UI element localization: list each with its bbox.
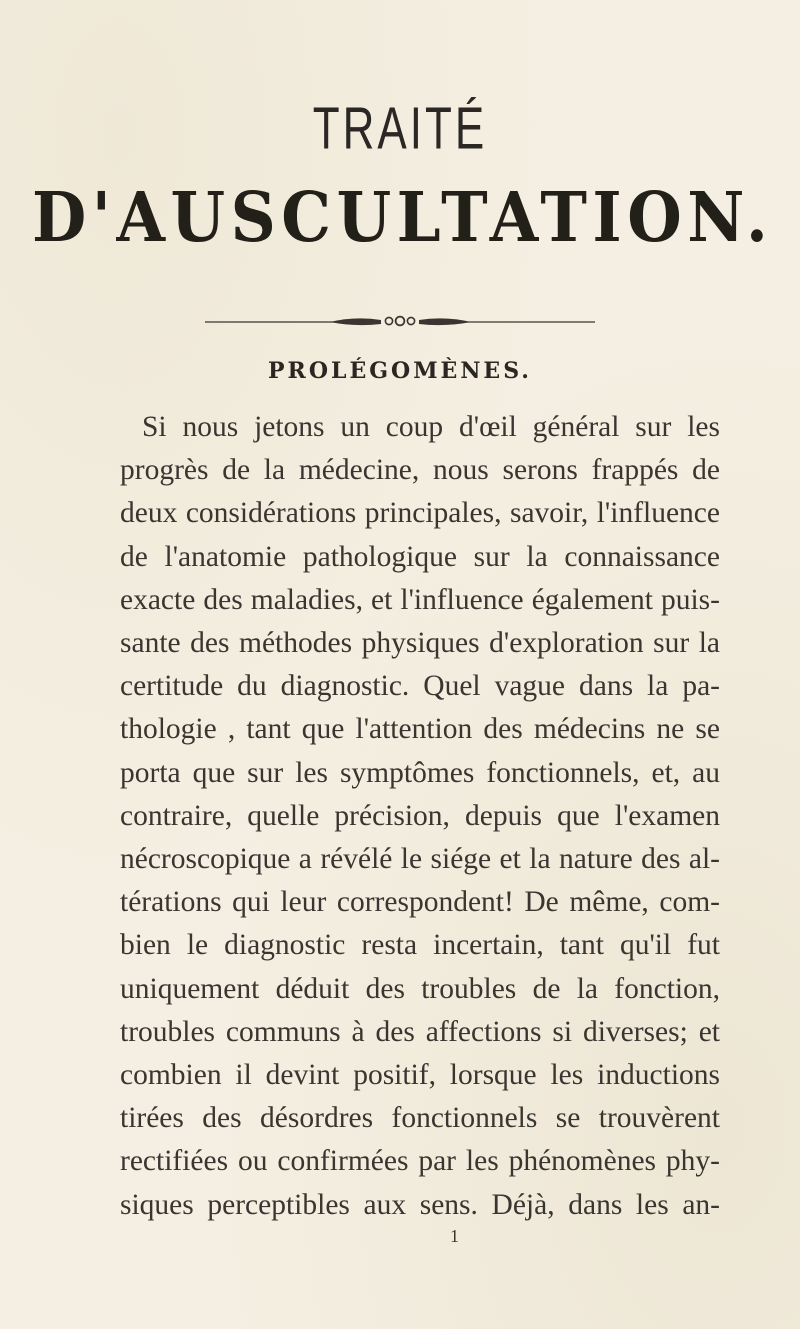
text-line: uniquement déduit des troubles de la fonction, — [120, 972, 720, 1005]
text-line: troubles communs à des affections si diverses; et — [120, 1015, 720, 1048]
text-line: combien il devint positif, lorsque les inductions — [120, 1059, 720, 1092]
text-line: thologie , tant que l'attention des médecins ne se — [120, 713, 720, 746]
text-line: bien le diagnostic resta incertain, tant qu'il fut — [120, 929, 720, 962]
section-heading: PROLÉGOMÈNES. — [268, 358, 532, 384]
text-line: tirées des désordres fonctionnels se trouvèrent — [120, 1102, 720, 1135]
text-line: rectifiées ou confirmées par les phénomènes phy- — [120, 1145, 720, 1178]
title-line-auscultation: D'AUSCULTATION. — [32, 178, 774, 258]
page-number: 1 — [450, 1226, 459, 1246]
text-line: térations qui leur correspondent! De même, com- — [120, 886, 720, 919]
text-line: exacte des maladies, et l'influence également puis- — [120, 583, 720, 616]
text-line: de l'anatomie pathologique sur la connaissance — [120, 540, 720, 573]
text-line: contraire, quelle précision, depuis que l'examen — [120, 799, 720, 832]
text-line: nécroscopique a révélé le siége et la nature des al- — [120, 843, 720, 876]
title-line-traite: TRAITÉ — [312, 96, 488, 163]
text-line: siques perceptibles aux sens. Déjà, dans les an- — [120, 1188, 720, 1221]
text-line: Si nous jetons un coup d'œil général sur les — [142, 411, 720, 443]
ornament-divider-icon — [205, 308, 595, 332]
text-line: porta que sur les symptômes fonctionnels, et, au — [120, 756, 720, 789]
text-line: sante des méthodes physiques d'exploration sur la — [120, 627, 720, 660]
text-line: deux considérations principales, savoir, l'influence — [120, 497, 720, 530]
body-paragraph — [120, 406, 720, 1227]
text-line: certitude du diagnostic. Quel vague dans la pa- — [120, 670, 720, 703]
text-line: progrès de la médecine, nous serons frappés de — [120, 454, 720, 487]
